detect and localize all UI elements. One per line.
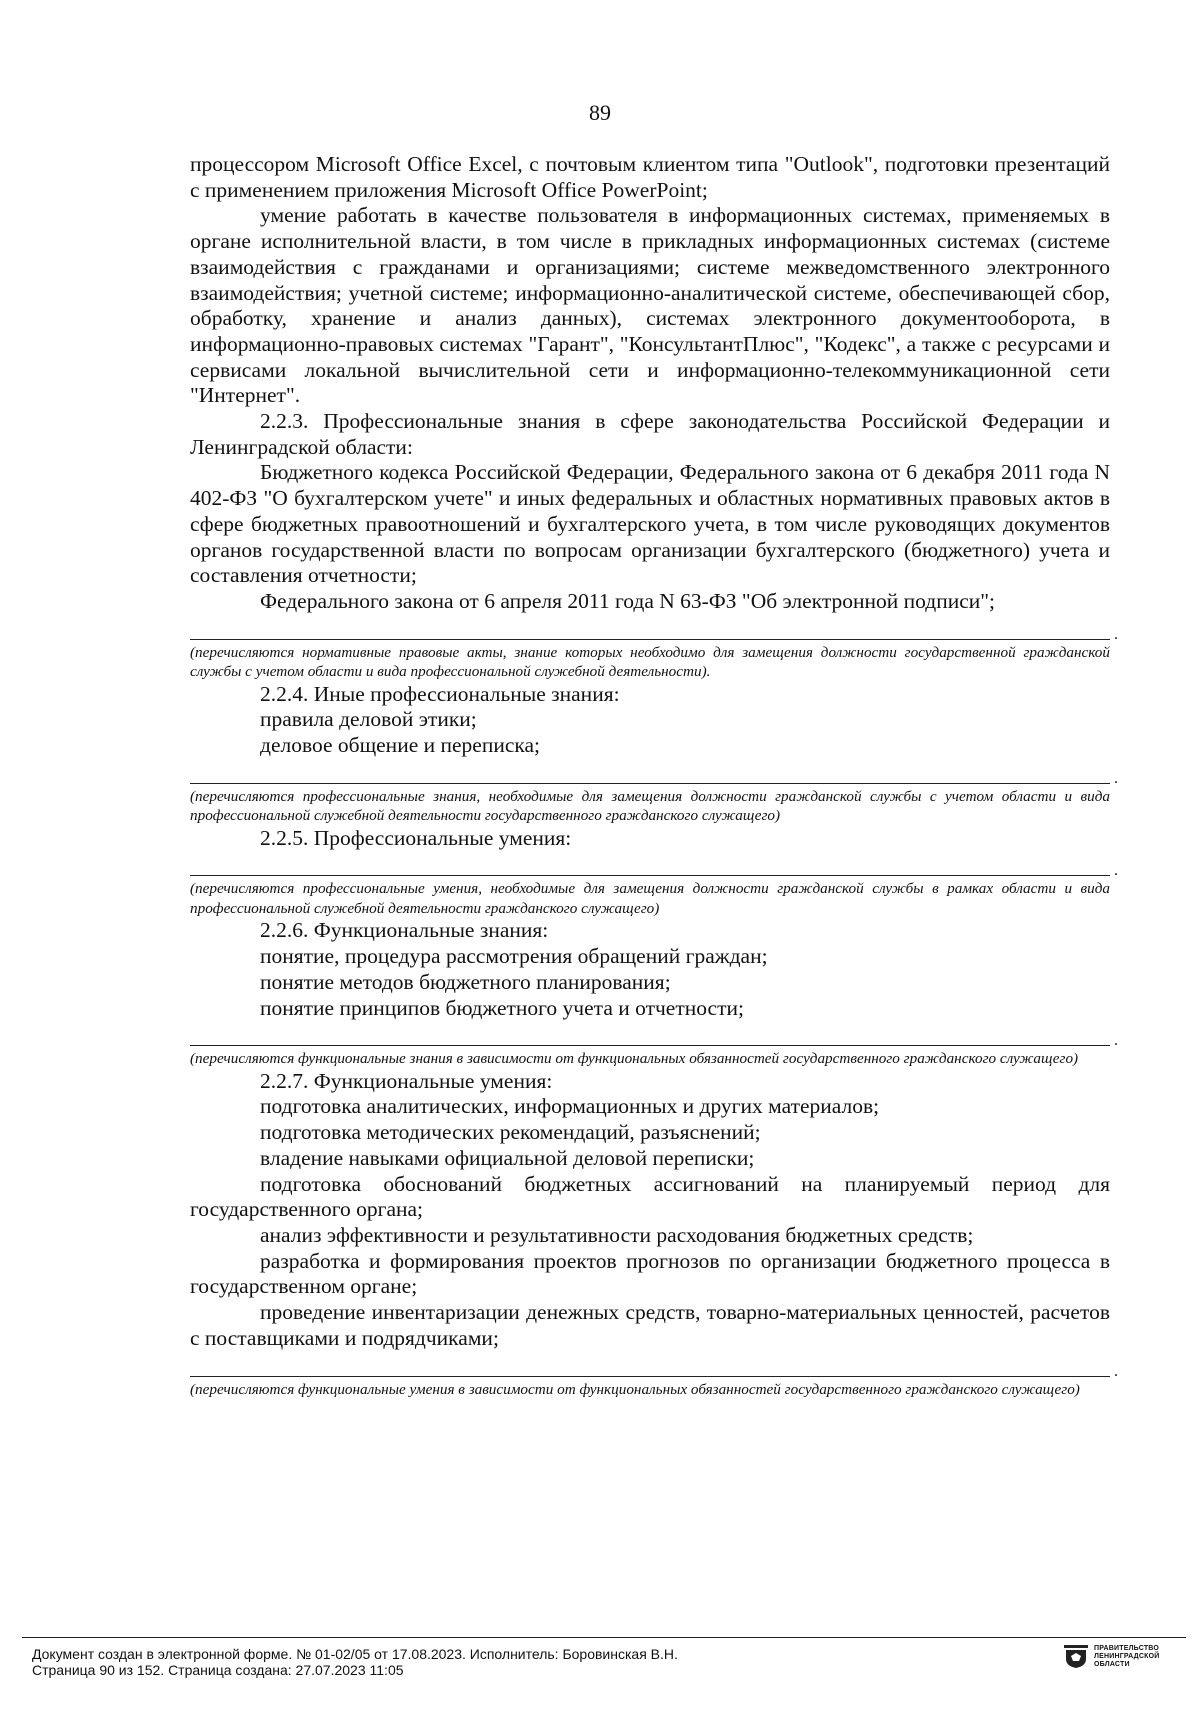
list-item: понятие принципов бюджетного учета и отчетности; bbox=[260, 995, 744, 1020]
section-heading-2-2-5: 2.2.5. Профессиональные умения: bbox=[260, 825, 572, 850]
fill-in-line bbox=[190, 1365, 1110, 1377]
list-item: подготовка методических рекомендаций, разъяснений; bbox=[260, 1120, 761, 1145]
paragraph: умение работать в качестве пользователя в информационных системах, применяемых в органе исполнительной власти, в том числе в прикладных информационных системах (системе взаимодействия с гражданами и организациями; системе межведомственного электронного взаимодействия; учетной системе; информационно-аналитической системе, обеспечивающей сбор, обработку, хранение и анализ данных), системах электронного документооборота, в информационно-правовых системах "Гарант", "КонсультантПлюс", "Кодекс", а также с ресурсами и сервисами локальной вычислительной сети и информационно-телекоммуникационной сети "Интернет". bbox=[190, 203, 1110, 408]
government-name bbox=[1094, 1645, 1159, 1669]
footnote-instruction: (перечисляются функциональные знания в зависимости от функциональных обязанностей государственного гражданского служащего) bbox=[190, 1050, 1079, 1068]
list-item: деловое общение и переписка; bbox=[260, 733, 541, 758]
fill-in-line bbox=[190, 864, 1110, 876]
coat-of-arms-icon bbox=[1064, 1645, 1088, 1669]
page-number: 89 bbox=[589, 100, 611, 125]
fill-in-line bbox=[190, 1034, 1110, 1046]
government-name-line: ОБЛАСТИ bbox=[1094, 1661, 1130, 1668]
government-name-line: ЛЕНИНГРАДСКОЙ bbox=[1094, 1653, 1160, 1660]
fill-in-line bbox=[190, 628, 1110, 640]
fill-in-line bbox=[190, 772, 1110, 784]
footer-text bbox=[32, 1646, 678, 1678]
footnote-instruction: (перечисляются профессиональные знания, необходимые для замещения должности гражданской службы с учетом области и вида профессиональной служебной деятельности государственного гражданского служащего) bbox=[190, 787, 1110, 825]
section-heading-2-2-4: 2.2.4. Иные профессиональные знания: bbox=[260, 681, 620, 706]
paragraph: подготовка обоснований бюджетных ассигнований на планируемый период для государственного органа; bbox=[190, 1171, 1110, 1222]
government-logo bbox=[1064, 1645, 1159, 1669]
paragraph: анализ эффективности и результативности расходования бюджетных средств; bbox=[260, 1223, 974, 1247]
paragraph: разработка и формирования проектов прогнозов по организации бюджетного процесса в государственном органе; bbox=[190, 1248, 1110, 1299]
footer-divider bbox=[22, 1637, 1186, 1638]
paragraph: Бюджетного кодекса Российской Федерации, Федерального закона от 6 декабря 2011 года N 402-ФЗ "О бухгалтерском учете" и иных федеральных и областных нормативных правовых актов в сфере бюджетных правоотношений и бухгалтерского учета, в том числе руководящих документов органов государственной власти по вопросам организации бухгалтерского (бюджетного) учета и составления отчетности; bbox=[190, 460, 1110, 588]
section-heading-2-2-7: 2.2.7. Функциональные умения: bbox=[260, 1068, 553, 1093]
paragraph: проведение инвентаризации денежных средств, товарно-материальных ценностей, расчетов с поставщиками и подрядчиками; bbox=[190, 1300, 1110, 1350]
list-item: правила деловой этики; bbox=[260, 707, 477, 732]
paragraph: процессором Microsoft Office Excel, с почтовым клиентом типа "Outlook", подготовки презентаций с применением приложения Microsoft Office PowerPoint; bbox=[190, 152, 1110, 202]
section-heading-2-2-6: 2.2.6. Функциональные знания: bbox=[260, 918, 549, 943]
footer-page-info: Страница 90 из 152. Страница создана: 27.07.2023 11:05 bbox=[32, 1662, 404, 1678]
list-item: понятие методов бюджетного планирования; bbox=[260, 969, 671, 994]
list-item: понятие, процедура рассмотрения обращений граждан; bbox=[260, 944, 768, 969]
paragraph: Федерального закона от 6 апреля 2011 года N 63-ФЗ "Об электронной подписи"; bbox=[260, 588, 995, 613]
footnote-instruction: (перечисляются профессиональные умения, необходимые для замещения должности гражданской службы в рамках области и вида профессиональной служебной деятельности гражданского служащего) bbox=[190, 880, 1110, 917]
footnote-instruction: (перечисляются функциональные умения в зависимости от функциональных обязанностей государственного гражданского служащего) bbox=[190, 1380, 1080, 1398]
government-name-line: ПРАВИТЕЛЬСТВО bbox=[1094, 1645, 1160, 1652]
footer-document-info: Документ создан в электронной форме. № 01-02/05 от 17.08.2023. Исполнитель: Боровинская В.Н. bbox=[32, 1646, 678, 1662]
footnote-instruction: (перечисляются нормативные правовые акты, знание которых необходимо для замещения должности государственной гражданской службы с учетом области и вида профессиональной служебной деятельности). bbox=[190, 643, 1110, 681]
document-footer bbox=[0, 1637, 1200, 1697]
document-body bbox=[190, 152, 1110, 1399]
section-heading-2-2-3: 2.2.3. Профессиональные знания в сфере законодательства Российской Федерации и Ленинградской области: bbox=[190, 409, 1110, 459]
list-item: владение навыками официальной деловой переписки; bbox=[260, 1145, 755, 1170]
list-item: подготовка аналитических, информационных и других материалов; bbox=[260, 1094, 880, 1119]
